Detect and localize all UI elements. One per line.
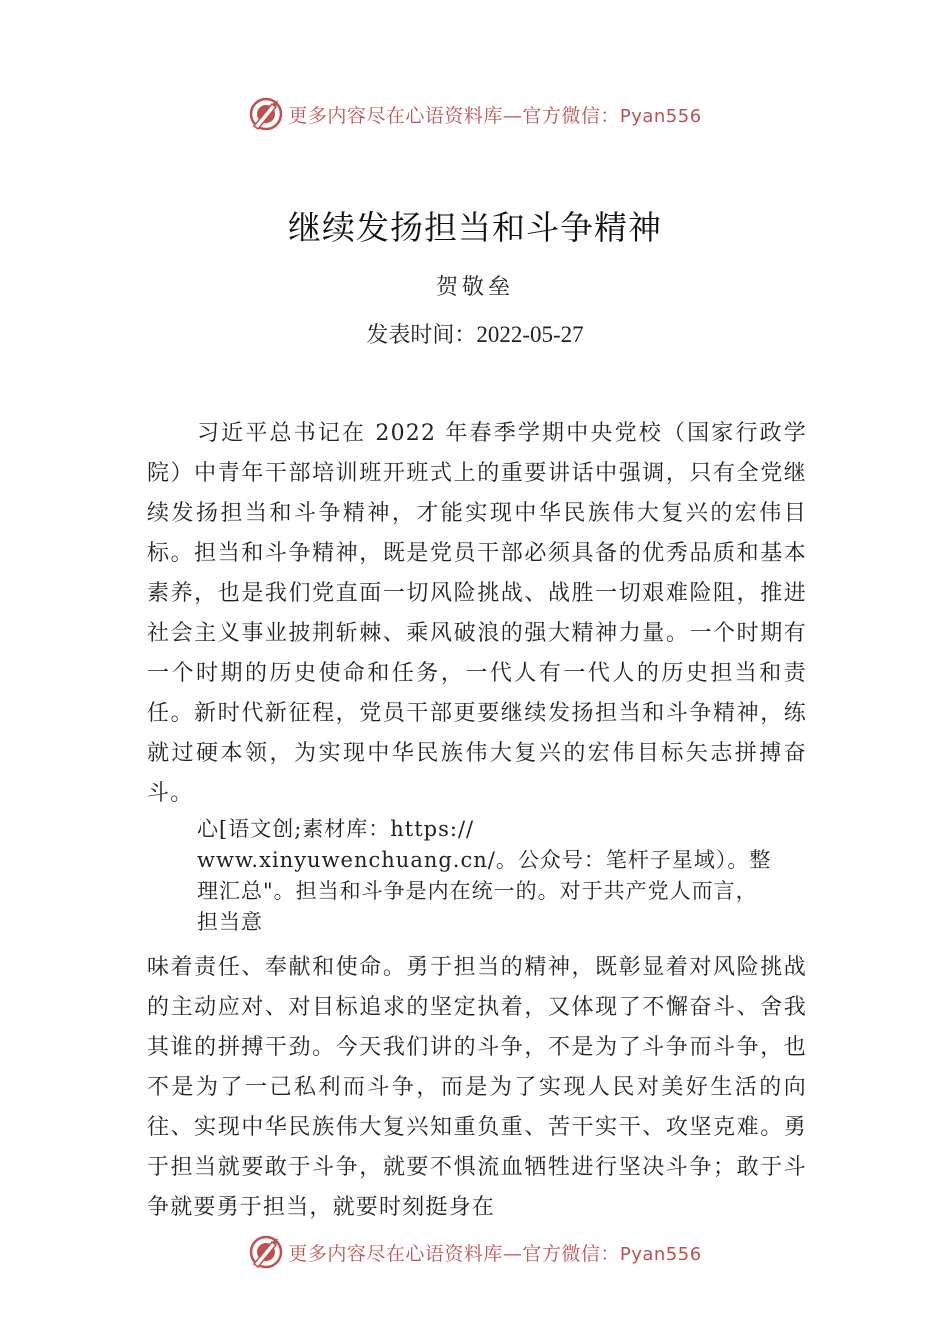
source-note-line-4: 担当意 (197, 910, 263, 934)
source-note-line-2: www.xinyuwenchuang.cn/。公众号：笔杆子星域）。整 (197, 848, 772, 872)
source-note (197, 814, 847, 938)
header-banner (0, 94, 950, 134)
paragraph-1: 习近平总书记在 2022 年春季学期中央党校（国家行政学院）中青年干部培训班开班式上的重要讲话中强调，只有全党继续发扬担当和斗争精神，才能实现中华民族伟大复兴的宏伟目标。担当和斗争精神，既是党员干部必须具备的优秀品质和基本素养，也是我们党直面一切风险挑战、战胜一切艰难险阻，推进社会主义事业披荆斩棘、乘风破浪的强大精神力量。一个时期有一个时期的历史使命和任务，一代人有一代人的历史担当和责任。新时代新征程，党员干部更要继续发扬担当和斗争精神，练就过硬本领，为实现中华民族伟大复兴的宏伟目标矢志拼搏奋斗。 (147, 421, 807, 806)
footer-wechat-id: Pyan556 (619, 1243, 702, 1265)
article-title: 继续发扬担当和斗争精神 (288, 208, 662, 247)
footer-banner (0, 1232, 950, 1272)
footer-banner-text (288, 1239, 701, 1266)
source-note-line-3: 理汇总"。担当和斗争是内在统一的。对于共产党人而言， (197, 879, 758, 903)
date-value: 2022-05-27 (476, 322, 584, 347)
paragraph-2: 味着责任、奉献和使命。勇于担当的精神，既彰显着对风险挑战的主动应对、对目标追求的坚定执着，又体现了不懈奋斗、舍我其谁的拼搏干劲。今天我们讲的斗争，不是为了斗争而斗争，也不是为了一己私利而斗争，而是为了实现人民对美好生活的向往、实现中华民族伟大复兴知重负重、苦干实干、攻坚克难。勇于担当就要敢于斗争，就要不惧流血牺牲进行坚决斗争；敢于斗争就要勇于担当，就要时刻挺身在 (147, 955, 807, 1220)
header-wechat-id: Pyan556 (619, 105, 702, 127)
date-label: 发表时间： (366, 323, 477, 348)
article-author: 贺敬垒 (435, 275, 514, 300)
pen-seal-logo-icon (248, 96, 284, 132)
header-banner-text (288, 101, 701, 128)
source-note-line-1: 心[语文创;素材库：https:// (197, 817, 475, 841)
footer-banner-label: 更多内容尽在心语资料库—官方微信： (288, 1242, 620, 1265)
header-banner-label: 更多内容尽在心语资料库—官方微信： (288, 104, 620, 127)
pen-seal-logo-icon (248, 1234, 284, 1270)
article-date (0, 318, 950, 349)
